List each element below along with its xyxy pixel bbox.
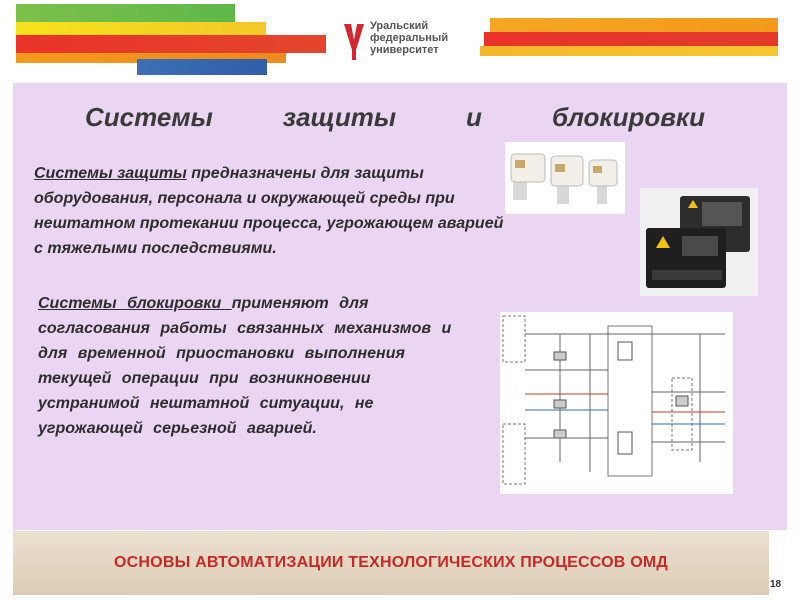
logo-line-3: университет: [370, 44, 439, 56]
header-stripe-yellow: [16, 22, 266, 35]
interlock-paragraph: [38, 291, 478, 441]
title-word-3: и: [466, 102, 482, 132]
fuse-icon: [551, 156, 583, 204]
protection-paragraph: [34, 161, 504, 261]
logo-line-1: Уральский: [370, 20, 429, 32]
fuses-photo: [505, 142, 625, 214]
title-word-2: защиты: [282, 102, 397, 132]
interlock-term: Системы блокировки: [38, 295, 232, 312]
title-word-1: Системы: [85, 102, 213, 132]
header-stripe-right-orange: [490, 18, 778, 32]
logo-line-2: федеральный: [370, 32, 449, 44]
protection-term: Системы защиты: [34, 165, 187, 182]
title-word-4: блокировки: [551, 102, 705, 132]
interlock-schematic: [500, 312, 733, 494]
fuse-icon: [511, 154, 545, 200]
slide-title: [85, 102, 705, 133]
page-number: 18: [770, 579, 782, 590]
footer-title: ОСНОВЫ АВТОМАТИЗАЦИИ ТЕХНОЛОГИЧЕСКИХ ПРОЦЕССОВ ОМД: [114, 554, 668, 571]
university-logo: [342, 20, 448, 62]
header-stripe-green: [16, 4, 235, 22]
protection-text: предназначены для защиты оборудования, персонала и окружающей среды при нештатном протекании процесса, угрожающем аварией с тяжелыми последствиями.: [34, 165, 504, 257]
header-stripe-right-yellow: [480, 46, 778, 56]
relay-icon: [646, 228, 726, 288]
header-stripe-blue: [137, 59, 267, 75]
header-stripe-right-red: [484, 32, 778, 46]
urfu-logo-icon: [342, 20, 366, 62]
fuse-icon: [589, 160, 617, 204]
header-stripe-red: [16, 35, 326, 53]
footer-banner: [13, 531, 769, 595]
logo-text: [370, 20, 448, 56]
interlock-text: применяют для согласования работы связанных механизмов и для временной приостановки выполнения текущей операции при возникновении устранимой нештатной ситуации, не угрожающей серьезной аварией.: [38, 295, 452, 437]
relays-photo: [640, 188, 758, 296]
